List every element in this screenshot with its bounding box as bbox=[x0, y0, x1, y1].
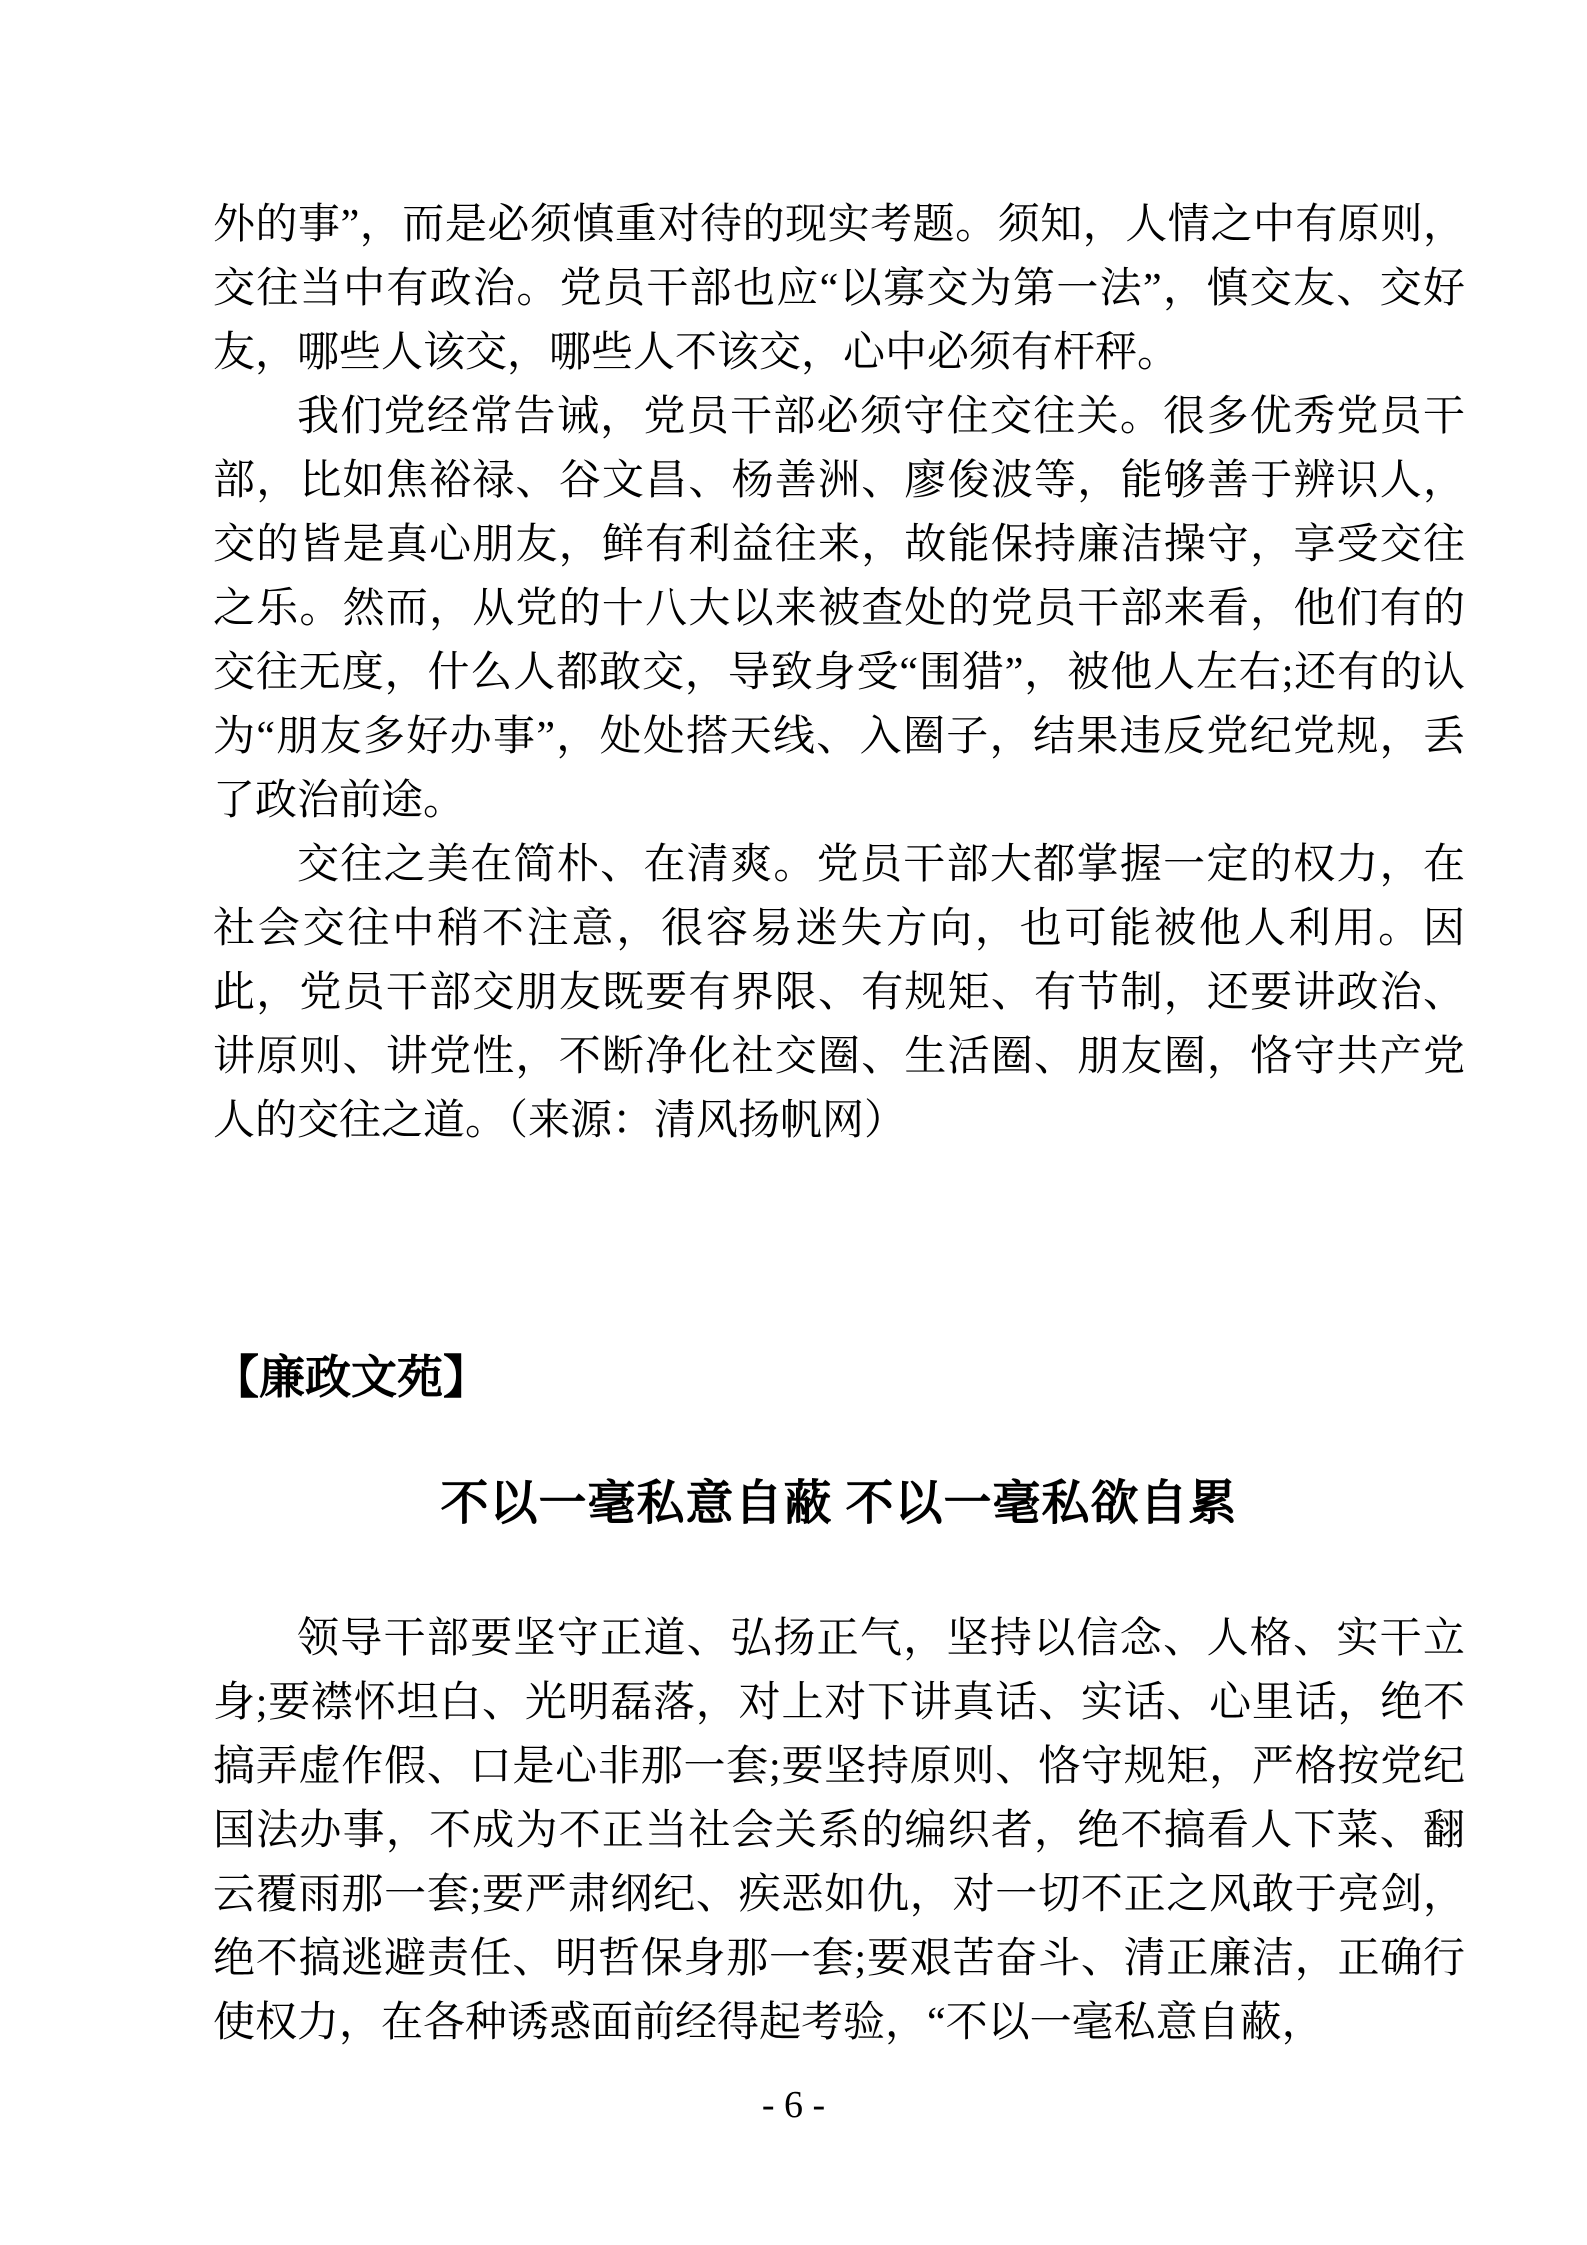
article-body-bottom bbox=[213, 1607, 1465, 2055]
paragraph-continuation: 外的事”，而是必须慎重对待的现实考题。须知，人情之中有原则，交往当中有政治。党员干部也应“以寡交为第一法”，慎交友、交好友，哪些人该交，哪些人不该交，心中必须有杆秤。 bbox=[213, 202, 1465, 376]
paragraph: 我们党经常告诫，党员干部必须守住交往关。很多优秀党员干部，比如焦裕禄、谷文昌、杨善洲、廖俊波等，能够善于辨识人，交的皆是真心朋友，鲜有利益往来，故能保持廉洁操守，享受交往之乐。然而，从党的十八大以来被查处的党员干部来看，他们有的交往无度，什么人都敢交，导致身受“围猎”，被他人左右;还有的认为“朋友多好办事”，处处搭天线、入圈子，结果违反党纪党规，丢了政治前途。 bbox=[213, 394, 1465, 824]
article-title: 不以一毫私意自蔽 不以一毫私欲自累 bbox=[440, 1477, 1238, 1530]
page-number: - 6 - bbox=[761, 2084, 826, 2126]
article-body-top bbox=[213, 193, 1465, 1153]
paragraph: 领导干部要坚守正道、弘扬正气，坚持以信念、人格、实干立身;要襟怀坦白、光明磊落，对上对下讲真话、实话、心里话，绝不搞弄虚作假、口是心非那一套;要坚持原则、恪守规矩，严格按党纪国法办事，不成为不正当社会关系的编织者，绝不搞看人下菜、翻云覆雨那一套;要严肃纲纪、疾恶如仇，对一切不正之风敢于亮剑，绝不搞逃避责任、明哲保身那一套;要艰苦奋斗、清正廉洁，正确行使权力，在各种诱惑面前经得起考验，“不以一毫私意自蔽， bbox=[213, 1616, 1465, 2046]
paragraph: 交往之美在简朴、在清爽。党员干部大都掌握一定的权力，在社会交往中稍不注意，很容易迷失方向，也可能被他人利用。因此，党员干部交朋友既要有界限、有规矩、有节制，还要讲政治、讲原则、讲党性，不断净化社交圈、生活圈、朋友圈，恪守共产党人的交往之道。（来源：清风扬帆网） bbox=[213, 842, 1465, 1144]
section-header: 【廉政文苑】 bbox=[213, 1352, 489, 1403]
